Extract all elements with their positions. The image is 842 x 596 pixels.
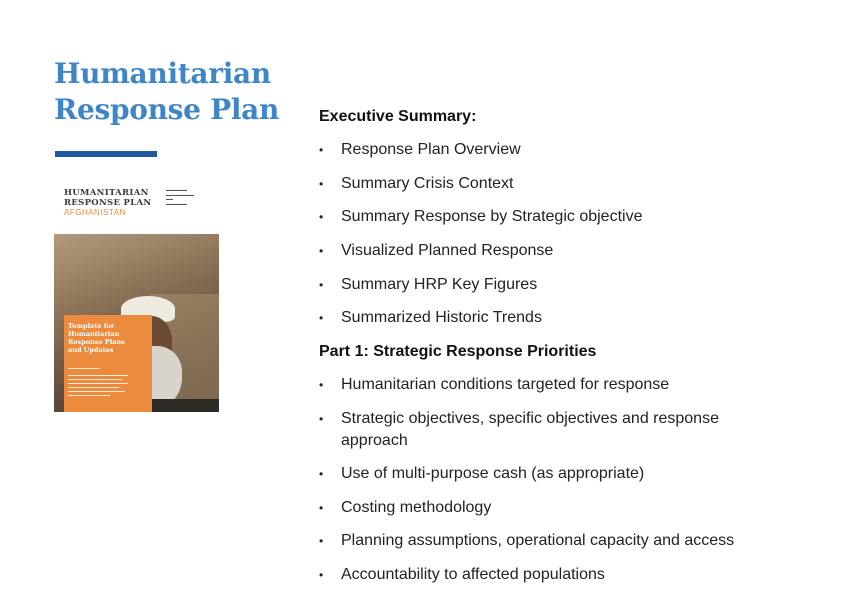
bullet: • bbox=[319, 534, 324, 548]
bullet: • bbox=[319, 278, 324, 292]
cover-panel-title-line-4: and Updates bbox=[68, 346, 114, 354]
list-item-text: Summary Crisis Context bbox=[341, 175, 514, 192]
list-item-text: Planning assumptions, operational capacity and access bbox=[341, 532, 735, 549]
list-item-text: Use of multi-purpose cash (as appropriate) bbox=[341, 465, 645, 482]
list-item-text: Summary Response by Strategic objective bbox=[341, 208, 643, 225]
cover-panel-body: ▬▬▬▬▬▬▬▬▬▬▬▬▬▬▬▬▬▬▬▬ ▬▬▬▬▬▬▬▬▬▬▬▬▬▬▬▬▬▬ ▬▬▬▬▬▬▬▬▬▬▬▬▬▬▬▬▬▬▬▬ ▬▬▬▬▬▬▬▬▬▬▬▬▬▬▬▬▬ ▬▬▬▬▬▬▬▬▬▬▬▬▬▬▬▬▬▬▬ ▬▬▬▬▬▬▬▬▬▬▬▬▬▬ bbox=[68, 373, 128, 397]
bullet: • bbox=[319, 412, 324, 426]
section-heading-executive-summary: Executive Summary: bbox=[319, 108, 477, 125]
cover-panel-subtitle: ▬▬▬▬▬▬▬▬▬ bbox=[68, 366, 100, 370]
bullet: • bbox=[319, 210, 324, 224]
title-underline-bar bbox=[55, 151, 157, 157]
page-title-line-1: Humanitarian bbox=[54, 57, 271, 90]
cover-small-print: ▬▬▬▬▬▬ ▬▬▬▬▬▬▬▬ ▬▬ ▬▬▬▬▬▬ bbox=[166, 188, 194, 206]
section-heading-part-1: Part 1: Strategic Response Priorities bbox=[319, 343, 597, 360]
cover-heading-line-1: HUMANITARIAN bbox=[64, 188, 149, 198]
list-item-text: Accountability to affected populations bbox=[341, 566, 605, 583]
page-title bbox=[54, 56, 294, 128]
cover-panel-title bbox=[68, 322, 125, 354]
cover-country: AFGHANISTAN bbox=[64, 208, 126, 217]
bullet: • bbox=[319, 568, 324, 582]
photo-coat bbox=[142, 399, 219, 412]
list-item-text: Visualized Planned Response bbox=[341, 242, 554, 259]
cover-panel-title-line-3: Response Plans bbox=[68, 338, 125, 346]
report-cover-image bbox=[54, 179, 219, 412]
page-title-line-2: Response Plan bbox=[54, 93, 280, 126]
cover-heading bbox=[64, 188, 151, 208]
bullet: • bbox=[319, 143, 324, 157]
bullet: • bbox=[319, 177, 324, 191]
list-item-text: Humanitarian conditions targeted for response bbox=[341, 376, 670, 393]
bullet: • bbox=[319, 244, 324, 258]
cover-heading-line-2: RESPONSE PLAN bbox=[64, 198, 152, 208]
list-item-text: Response Plan Overview bbox=[341, 141, 521, 158]
cover-orange-panel bbox=[64, 315, 152, 412]
list-item-text: Costing methodology bbox=[341, 499, 492, 516]
bullet: • bbox=[319, 501, 324, 515]
list-item-text: Summary HRP Key Figures bbox=[341, 276, 538, 293]
list-item-text: Summarized Historic Trends bbox=[341, 309, 542, 326]
list-item-text: Strategic objectives, specific objectives and response approach bbox=[341, 410, 719, 449]
cover-panel-title-line-2: Humanitarian bbox=[68, 330, 120, 338]
cover-panel-title-line-1: Template for bbox=[68, 322, 115, 330]
bullet: • bbox=[319, 378, 324, 392]
cover-header-band bbox=[54, 179, 219, 234]
bullet: • bbox=[319, 311, 324, 325]
bullet: • bbox=[319, 467, 324, 481]
